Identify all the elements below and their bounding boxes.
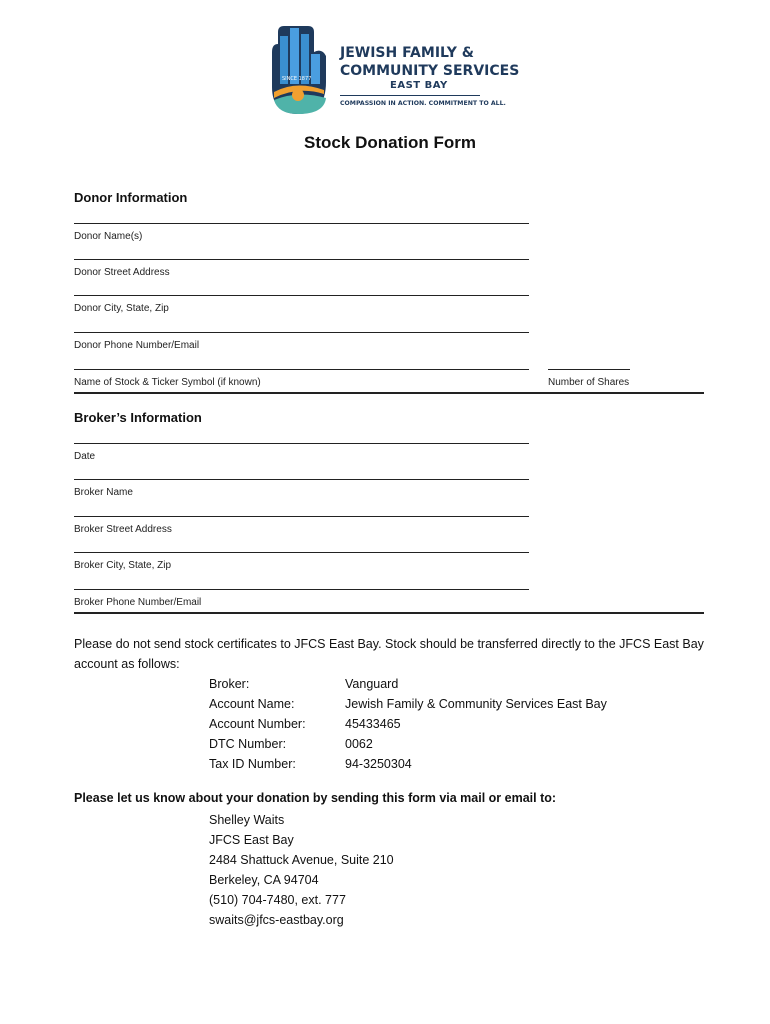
- donor-city-label: Donor City, State, Zip: [74, 303, 169, 314]
- account-label: DTC Number:: [209, 737, 287, 751]
- transfer-instructions: Please do not send stock certificates to JFCS East Bay. Stock should be transferred directly to the JFCS East Bay account as follows:: [74, 637, 704, 671]
- stock-name-label: Name of Stock & Ticker Symbol (if known): [74, 377, 261, 388]
- donor-phone-label: Donor Phone Number/Email: [74, 340, 200, 351]
- donor-street-label: Donor Street Address: [74, 267, 170, 278]
- section-divider: [74, 392, 704, 394]
- broker-street-field[interactable]: [74, 516, 529, 517]
- broker-street-label: Broker Street Address: [74, 524, 172, 535]
- account-label: Account Name:: [209, 697, 295, 711]
- contact-line: JFCS East Bay: [209, 833, 294, 847]
- account-value: 45433465: [345, 717, 401, 731]
- account-label: Account Number:: [209, 717, 306, 731]
- shares-label: Number of Shares: [548, 377, 630, 388]
- contact-line: 2484 Shattuck Avenue, Suite 210: [209, 853, 394, 867]
- shares-field[interactable]: [548, 369, 630, 370]
- logo-divider: [340, 95, 480, 96]
- contact-line: (510) 704-7480, ext. 777: [209, 893, 346, 907]
- date-field[interactable]: [74, 443, 529, 444]
- logo-badge: SINCE 1877: [282, 76, 312, 82]
- donor-city-field[interactable]: [74, 295, 529, 296]
- org-name-line3: EAST BAY: [390, 80, 448, 91]
- broker-city-label: Broker City, State, Zip: [74, 560, 172, 571]
- broker-phone-field[interactable]: [74, 589, 529, 590]
- org-name-line2: COMMUNITY SERVICES: [340, 63, 520, 79]
- account-value: Vanguard: [345, 677, 399, 691]
- account-label: Tax ID Number:: [209, 757, 296, 771]
- contact-line: Shelley Waits: [209, 813, 285, 827]
- donor-name-label: Donor Name(s): [74, 231, 143, 242]
- broker-phone-label: Broker Phone Number/Email: [74, 597, 202, 608]
- org-tagline: COMPASSION IN ACTION. COMMITMENT TO ALL.: [340, 100, 506, 107]
- broker-name-label: Broker Name: [74, 487, 133, 498]
- donor-name-field[interactable]: [74, 223, 529, 224]
- stock-name-field[interactable]: [74, 369, 529, 370]
- contact-email[interactable]: swaits@jfcs-eastbay.org: [209, 913, 344, 927]
- section-divider: [74, 612, 704, 614]
- contact-line: Berkeley, CA 94704: [209, 873, 319, 887]
- date-label: Date: [74, 451, 96, 462]
- page-title: Stock Donation Form: [304, 133, 476, 152]
- donor-section-heading: Donor Information: [74, 190, 188, 205]
- account-value: Jewish Family & Community Services East Bay: [345, 697, 607, 711]
- broker-section-heading: Broker’s Information: [74, 410, 202, 425]
- account-label: Broker:: [209, 677, 250, 691]
- donor-phone-field[interactable]: [74, 332, 529, 333]
- broker-name-field[interactable]: [74, 479, 529, 480]
- broker-city-field[interactable]: [74, 552, 529, 553]
- contact-notice: Please let us know about your donation by sending this form via mail or email to:: [74, 791, 557, 805]
- org-name-line1: JEWISH FAMILY &: [340, 45, 474, 61]
- account-value: 0062: [345, 737, 373, 751]
- donor-street-field[interactable]: [74, 259, 529, 260]
- account-value: 94-3250304: [345, 757, 412, 771]
